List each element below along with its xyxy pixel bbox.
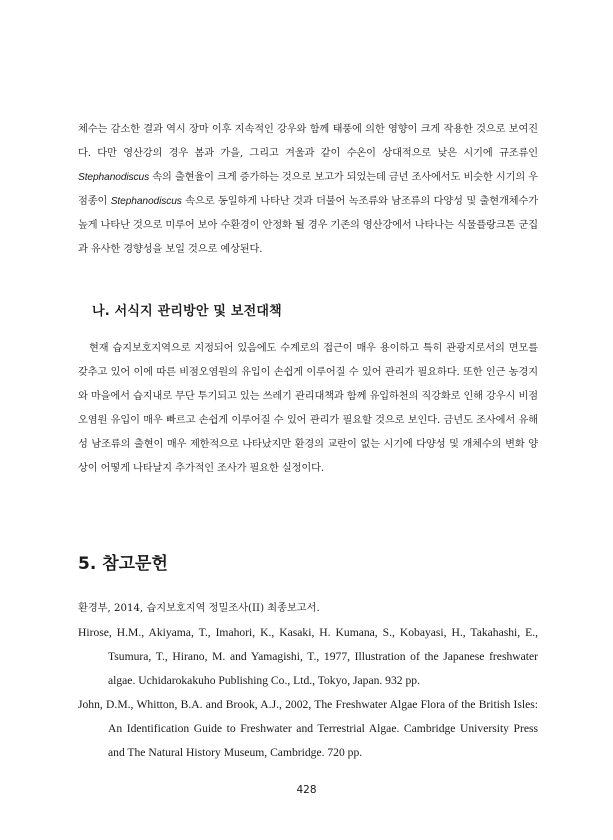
species-name-stephanodiscus-1: Stephanodiscus — [78, 172, 150, 183]
paragraph-1-text-c: 속으로 동일하게 나타난 것과 더불어 녹조류와 남조류의 다양성 및 출현개체수가 높게 나타난 것으로 미루어 보아 수환경이 안정화 될 경우 기존의 영산강에서 나타나는 식물플랑크톤 군집과 유사한 경향성을 보일 것으로 예상된다. — [78, 196, 538, 255]
reference-item: 환경부, 2014, 습지보호지역 정밀조사(II) 최종보고서. — [78, 603, 320, 614]
species-name-stephanodiscus-2: Stephanodiscus — [110, 196, 182, 207]
paragraph-1-text-b: 속의 출현율이 크게 증가하는 것으로 보고가 되었는데 금년 조사에서도 비슷한 시기의 우점종이 — [78, 172, 538, 207]
reference-item: John, D.M., Whitton, B.A. and Brook, A.J., 2002, The Freshwater Algae Flora of the British Isles: An Identification Guide to Freshwater and Terrestrial Algae. Cambridge University Press and The Natural History Museum, Cambridge. 720 pp. — [78, 698, 538, 759]
reference-item: Hirose, H.M., Akiyama, T., Imahori, K., Kasaki, H. Kumana, S., Kobayasi, H., Takahashi, E., Tsumura, T., Hirano, M. and Yamagishi, T., 1977, Illustration of the Japanese freshwater algae. Uchidarokakuho Publishing Co., Ltd., Tokyo, Japan. 932 pp. — [78, 626, 538, 687]
chapter-heading-references: 5. 참고문헌 — [78, 554, 168, 574]
paragraph-1-text-a: 체수는 감소한 결과 역시 장마 이후 지속적인 강우와 함께 태풍에 의한 영향이 크게 작용한 것으로 보여진다. 다만 영산강의 경우 봄과 가을, 그리고 겨울과 같이 수온이 상대적으로 낮은 시기에 규조류인 — [78, 124, 538, 159]
page-number: 428 — [296, 784, 317, 796]
body-paragraph-2: 현재 습지보호지역으로 지정되어 있음에도 수계로의 접근이 매우 용이하고 특히 관광지로서의 면모를 갖추고 있어 이에 따른 비점오염원의 유입이 손쉽게 이루어질 수 있어 관리가 필요하다. 또한 인근 농경지와 마을에서 습지내로 무단 투기되고 있는 쓰레기 관리대책과 함께 유입하천의 직강화로 인해 강우시 비점오염원 유입이 매우 빠르고 손쉽게 이루어질 수 있어 관리가 필요할 것으로 보인다. 금년도 조사에서 유해성 남조류의 출현이 매우 제한적으로 나타났지만 환경의 교란이 없는 시기에 다양성 및 개체수의 변화 양상이 어떻게 나타날지 추가적인 조사가 필요한 실정이다. — [78, 343, 538, 474]
reference-list — [78, 597, 538, 765]
section-heading: 나. 서식지 관리방안 및 보전대책 — [92, 304, 282, 319]
body-paragraph-1 — [78, 118, 538, 262]
